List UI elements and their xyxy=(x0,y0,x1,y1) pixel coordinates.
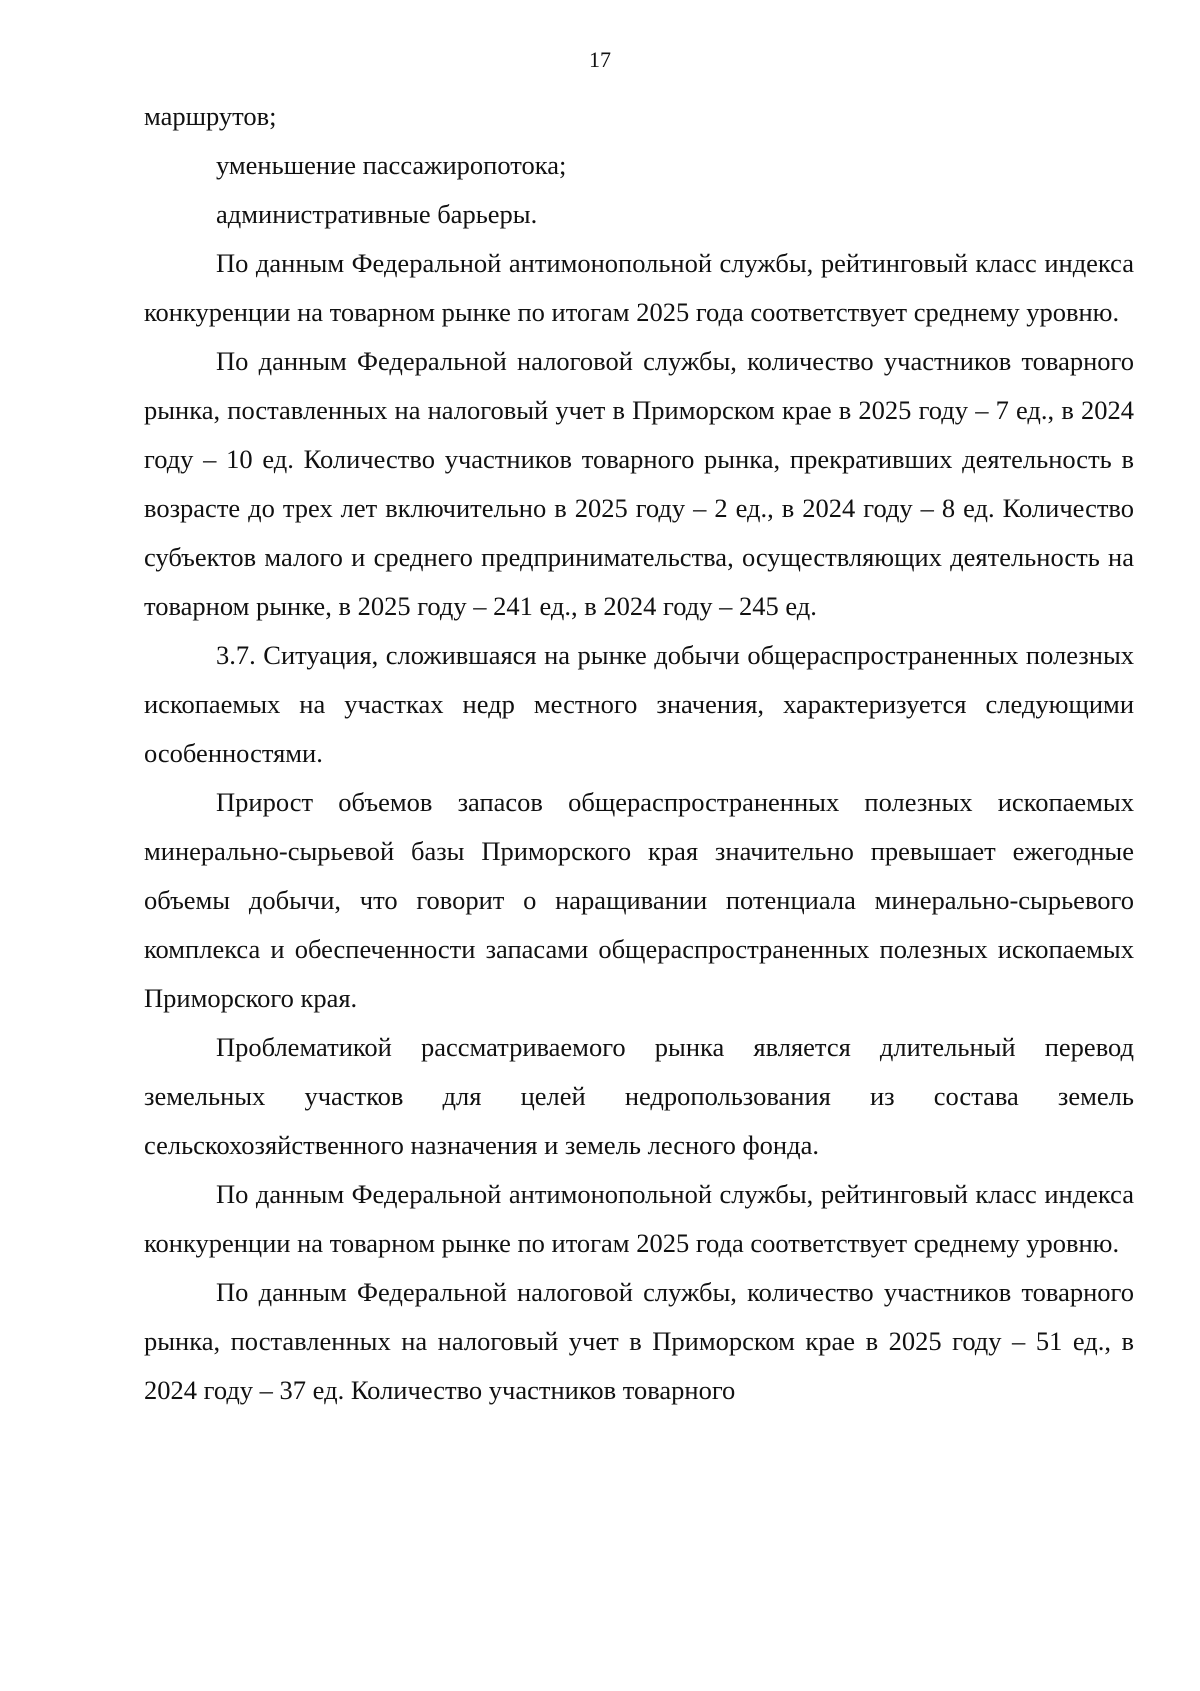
paragraph-fns-participants-2: По данным Федеральной налоговой службы, количество участников товарного рынка, поставленных на налоговый учет в Приморском крае в 2025 году – 51 ед., в 2024 году – 37 ед. Количество участников товарного xyxy=(144,1277,1134,1405)
paragraph-fas-rating-1: По данным Федеральной антимонопольной службы, рейтинговый класс индекса конкуренции на товарном рынке по итогам 2025 года соответствует среднему уровню. xyxy=(144,248,1134,327)
paragraph-fns-participants-1: По данным Федеральной налоговой службы, количество участников товарного рынка, поставленных на налоговый учет в Приморском крае в 2025 году – 7 ед., в 2024 году – 10 ед. Количество участников товарного рынка, прекративших деятельность в возрасте до трех лет включительно в 2025 году – 2 ед., в 2024 году – 8 ед. Количество субъектов малого и среднего предпринимательства, осуществляющих деятельность на товарном рынке, в 2025 году – 241 ед., в 2024 году – 245 ед. xyxy=(144,346,1134,621)
paragraph-passenger-flow: уменьшение пассажиропотока; xyxy=(216,150,567,180)
page-number: 17 xyxy=(589,47,611,72)
paragraph-reserves-growth: Прирост объемов запасов общераспространенных полезных ископаемых минерально-сырьевой базы Приморского края значительно превышает ежегодные объемы добычи, что говорит о наращивании потенциала минерально-сырьевого комплекса и обеспеченности запасами общераспространенных полезных ископаемых Приморского края. xyxy=(144,787,1134,1013)
paragraph-market-problems: Проблематикой рассматриваемого рынка является длительный перевод земельных участков для целей недропользования из состава земель сельскохозяйственного назначения и земель лесного фонда. xyxy=(144,1032,1134,1160)
paragraph-routes-tail: маршрутов; xyxy=(144,101,277,131)
paragraph-section-3-7: 3.7. Ситуация, сложившаяся на рынке добычи общераспространенных полезных ископаемых на участках недр местного значения, характеризуется следующими особенностями. xyxy=(144,640,1134,768)
paragraph-fas-rating-2: По данным Федеральной антимонопольной службы, рейтинговый класс индекса конкуренции на товарном рынке по итогам 2025 года соответствует среднему уровню. xyxy=(144,1179,1134,1258)
paragraph-admin-barriers: административные барьеры. xyxy=(216,199,538,229)
document-body xyxy=(144,92,1134,1415)
